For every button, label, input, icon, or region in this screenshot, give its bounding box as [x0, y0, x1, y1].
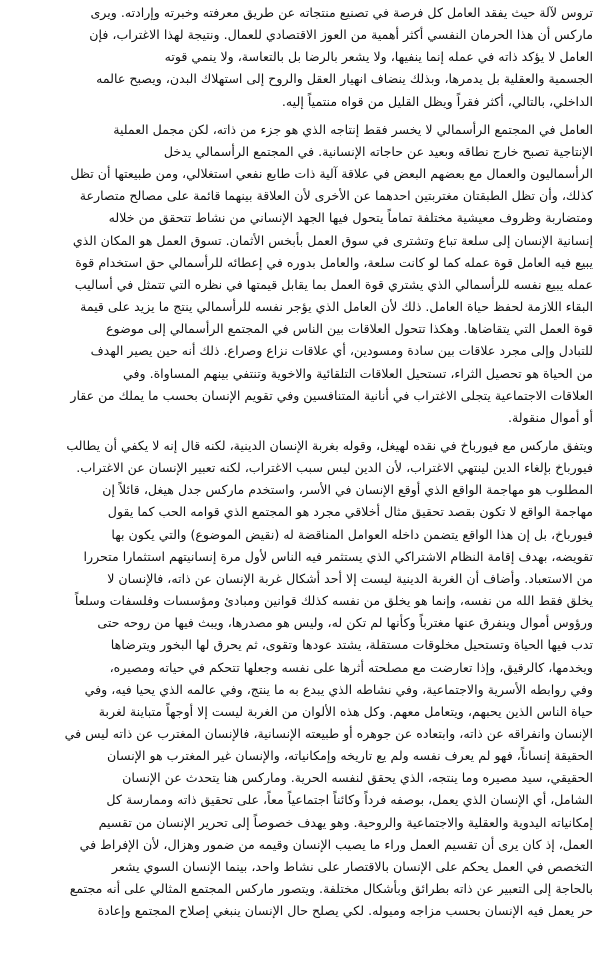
text-line: إمكانياته اليدوية والعقلية والاجتماعية والروحية. وهو يهدف خصوصاً إلى تحرير الإنسان من تقسيم: [98, 814, 593, 830]
text-line: تروس لآلة حيث يفقد العامل كل فرصة في تصنيع منتجاته عن طريق معرفته وخبرته وإرادته. ويرى: [90, 5, 593, 20]
text-line: يبيع فيه العامل قوة عمله كما لو كانت سلعة، والعامل بدوره في إعطائه للرأسمالي حق استخدام قوة: [75, 254, 593, 270]
text-line: الداخلي، بالتالي، أكثر فقراً ويظل القليل من قواه منتمياً إليه.: [281, 93, 593, 109]
text-line: الحقيقي، سيد مصيره وما ينتجه، الذي يحقق لنفسه الحرية. وماركس هنا يتحدث عن الإنسان: [122, 770, 593, 786]
paragraph-alienation-of-worker: [7, 2, 593, 113]
text-line: العامل لا يؤكد ذاته في عمله إنما ينفيها، ولا يشعر بالرضا بل بالتعاسة، ولا ينمي قوته: [164, 49, 593, 65]
paragraph-marx-feuerbach: [7, 435, 593, 922]
text-line: ماركس أن هذا الحرمان النفسي أكثر أهمية من العوز الاقتصادي للعمال. ونتيجة لهذا الاغتراب، فإن: [89, 27, 593, 43]
text-line: كذلك، وأن تظل الطبقتان مغتربتين احدهما عن الأخرى لأن العلاقة بينهما قائمة على مصالح متصارعة: [79, 188, 593, 204]
text-line: تدب فيها الحياة وتستحيل مخلوقات مستقلة، يشتد عودها وتقوى، ثم يحرق لها البخور ويترضاها: [110, 637, 593, 653]
text-line: ورؤوس أموال وينفرق عنها مغترباً وكأنها لم تكن له، وليس هو مصدرها، ويبث فيها من روحه حتى: [97, 615, 593, 631]
text-line: العلاقات الاجتماعية يتجلى الاغتراب في أنانية المتنافسين وفي تقويم الإنسان بحسب ما يملك من عقار: [70, 387, 593, 403]
text-line: المطلوب هو مهاجمة الواقع الذي أوقع الإنسان في الأسر، واستخدم ماركس جدل هيغل، قائلاً إن: [102, 482, 593, 498]
text-line: الإنتاجية تصبح خارج نطاقه وبعيد عن حاجاته الإنسانية. في المجتمع الرأسمالي يدخل: [163, 143, 593, 159]
text-line: يخلق فقط الله من نفسه، وإنما هو يخلق من نفسه كذلك قوانين ومبادئ ومؤسسات وفلسفات وسلعاً: [74, 593, 593, 609]
text-line: ويتفق ماركس مع فيورباخ في نقده لهيغل، وقوله بغربة الإنسان الدينية، لكنه قال إنه لا يكفي أن يطالب: [66, 437, 593, 453]
text-line: من الحياة هو تحصيل الثراء، تستحيل العلاقات التلقائية والاخوية وتنتفي بينهم المساواة. وفي: [122, 365, 593, 381]
paragraph-capitalist-society: [7, 119, 593, 429]
text-line: فيورباخ بإلغاء الدين لينتهي الاغتراب، لأن الدين ليس سبب الاغتراب، لكنه تعبير الإنسان عن الاغتراب.: [76, 460, 593, 476]
text-line: أو أموال منقولة.: [507, 409, 593, 425]
text-line: الحقيقة إنساناً، فهو لم يعرف نفسه ولم يع تاريخه وإمكانياته، والإنسان غير المغترب هو الإنسان: [106, 748, 593, 764]
text-line: حياة الناس الذين يحبهم، ويتعامل معهم. وكل هذه الألوان من الغربة ليست إلا أوجهاً متباينة لغربة: [98, 703, 593, 719]
text-line: تقويضه، بهدف إقامة النظام الاشتراكي الذي يستثمر فيه الناس لأول مرة إنسانيتهم استثمارا متحررا: [83, 548, 593, 564]
text-line: قوة العمل التي يتقاضاها. وهكذا تتحول العلاقات بين الناس في المجتمع الرأسمالي إلى موضوع: [106, 321, 593, 337]
text-line: حر يعمل فيه الإنسان بحسب مزاجه وميوله. لكي يصلح حال الإنسان ينبغي إصلاح المجتمع وإعادة: [97, 903, 593, 919]
text-line: مهاجمة الواقع لا تكون بقصد تحقيق مثال أخلاقي مجرد هو المجتمع الذي قوامه الحب كما يقول: [107, 504, 593, 520]
text-line: عمله يبيع نفسه للرأسمالي الذي يشتري قوة العمل بما يقابل قيمتها في نظره التي تتمثل في أساليب: [74, 276, 593, 292]
text-line: من الاستعباد. وأضاف أن الغربة الدينية ليست إلا أحد أشكال غربة الإنسان عن ذاته، فالإنسان لا: [107, 570, 593, 586]
text-line: الجسمية والعقلية بل يدمرها، وبذلك ينضاف انهيار العقل والروح إلى استهلاك البدن، ويصبح عالمه: [96, 71, 593, 87]
text-line: إنسانية الإنسان إلى سلعة تباع وتشترى في سوق العمل بأبخس الأثمان. تسوق العمل هو المكان الذي: [72, 232, 593, 248]
text-line: ويخدمها، كالرقيق، وإذا تعارضت مع مصلحته أثرها على نفسه وجعلها تتحكم في حياته ومصيره،: [109, 659, 593, 675]
text-line: الشامل، أي الإنسان الذي يعمل، بوصفه فرداً وكائناً اجتماعياً معاً، على تحقيق ذاته وممارسة كل: [106, 792, 593, 808]
text-line: بالحاجة إلى التعبير عن ذاته بطرائق وبأشكال مختلفة. ويتصور ماركس المجتمع المثالي على أنه مجتمع: [69, 881, 593, 897]
text-line: فيورباخ، بل إن هذا الواقع يتضمن داخله العوامل المناقضة له (نقيض الموضوع) والتي يكون بها: [111, 526, 593, 542]
text-line: وفي روابطه الأسرية والاجتماعية، وفي نشاطه الذي يبدع به ما ينتج، وفي عالمه الذي يحيا فيه، وفي: [84, 681, 593, 697]
text-line: للتبادل وإلى مجرد علاقات بين سادة ومسودين، أي علاقات نزاع وصراع. ذلك أنه حين يصير الهدف: [90, 343, 593, 359]
text-line: البقاء اللازمة لحفظ حياة العامل. ذلك لأن العامل الذي يؤجر نفسه للرأسمالي ينتج ما يزيد على قيمة: [80, 299, 593, 315]
text-line: العمل، إذ كان يرى أن تقسيم العمل وراء ما يصيب الإنسان وقيمه من ضمور وهزال، لأن الإفراط في: [79, 836, 593, 852]
text-line: العامل في المجتمع الرأسمالي لا يخسر فقط إنتاجه الذي هو جزء من ذاته، لكن مجمل العملية: [113, 121, 593, 137]
text-line: الإنسان وانفراقه عن ذاته، وابتعاده عن جوهره أو طبيعته الإنسانية، فالإنسان المغترب عن ذاته ليس في: [64, 726, 593, 741]
text-line: ومتضاربة وظروف معيشية مختلفة تماماً يتحول فيها الجهد الإنساني من نشاط تتحقق من خلاله: [108, 210, 593, 226]
text-line: التخصص في العمل يحكم على الإنسان بالاقتصار على نشاط واحد، بينما الإنسان السوي يشعر: [111, 858, 593, 874]
text-line: الرأسماليون والعمال مع بعضهم البعض في علاقة آلية ذات طابع نفعي استغلالي، ومن طبيعتها أن تظل: [70, 166, 593, 182]
